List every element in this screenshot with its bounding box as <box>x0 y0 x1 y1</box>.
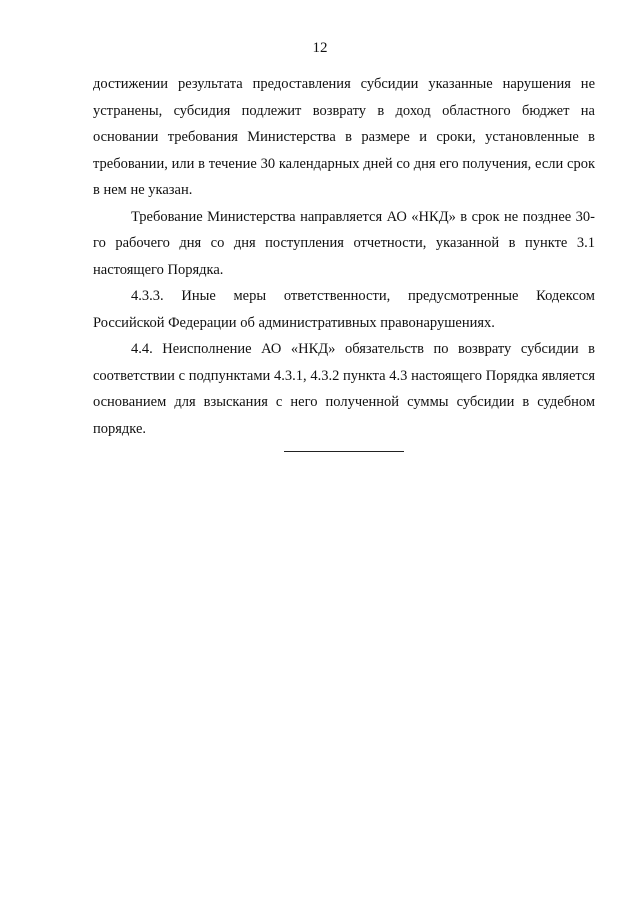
paragraph-4-4: 4.4. Неисполнение АО «НКД» обязательств по возврату субсидии в соответствии с подпунктами 4.3.1, 4.3.2 пункта 4.3 настоящего Порядка является основанием для взыскания с него полученной суммы субсидии в судебном порядке. <box>93 341 595 437</box>
document-body <box>93 71 595 442</box>
paragraph-requirement: Требование Министерства направляется АО «НКД» в срок не позднее 30-го рабочего дня со дня поступления отчетности, указанной в пункте 3.1 настоящего Порядка. <box>93 208 595 278</box>
end-of-document-rule <box>284 451 404 452</box>
page-number: 12 <box>312 40 328 56</box>
paragraph-continuation: достижении результата предоставления субсидии указанные нарушения не устранены, субсидия подлежит возврату в доход областного бюджет на основании требования Министерства в размере и сроки, установленные в требовании, или в течение 30 календарных дней со дня его получения, если срок в нем не указан. <box>93 76 595 198</box>
paragraph-4-3-3: 4.3.3. Иные меры ответственности, предусмотренные Кодексом Российской Федерации об административных правонарушениях. <box>93 288 595 331</box>
